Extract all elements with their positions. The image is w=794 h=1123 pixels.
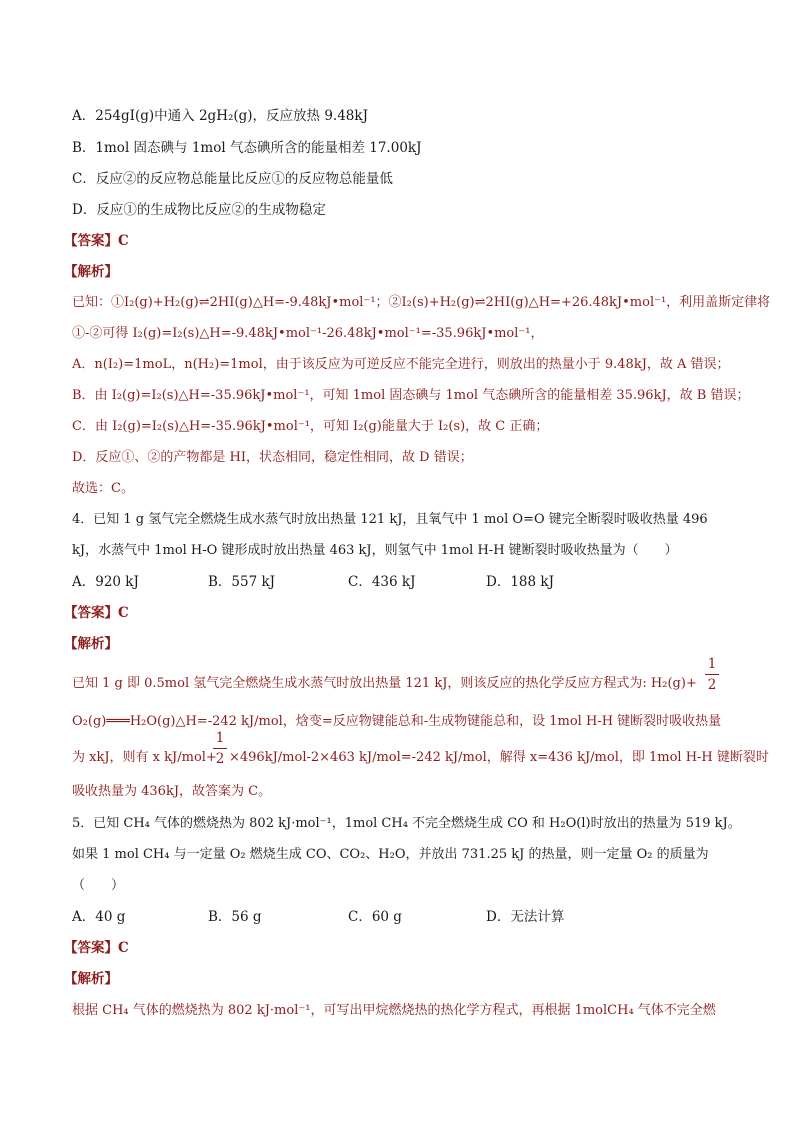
q4-analysis-line-2: O₂(g)═══H₂O(g)△H=-242 kJ/mol，焓变=反应物键能总和-生成物键能总和，设 1mol H-H 键断裂时吸收热量	[72, 714, 722, 729]
q5-stem-line-1: 5．已知 CH₄ 气体的燃烧热为 802 kJ·mol⁻¹，1mol CH₄ 不完全燃烧生成 CO 和 H₂O(l)时放出的热量为 519 kJ。	[72, 816, 741, 831]
q3-analysis-line-2: ①-②可得 I₂(g)=I₂(s)△H=-9.48kJ•mol⁻¹-26.48kJ•mol⁻¹=-35.96kJ•mol⁻¹，	[72, 326, 544, 341]
q5-stem-line-3: （ ）	[72, 878, 125, 893]
fraction-numerator: 1	[707, 656, 717, 672]
q4-option-b: B．557 kJ	[208, 574, 276, 590]
q3-analysis-line-7: 故选：C。	[72, 481, 134, 496]
q4-analysis-label: 【解析】	[64, 636, 118, 652]
q4-analysis-line-3a: 为 xkJ，则有 x kJ/mol+	[72, 750, 217, 765]
q3-answer: 【答案】C	[64, 233, 129, 249]
q3-analysis-label: 【解析】	[64, 264, 118, 280]
q5-option-b: B．56 g	[208, 909, 262, 925]
q3-option-a: A．254gI(g)中通入 2gH₂(g)，反应放热 9.48kJ	[72, 108, 368, 124]
q3-analysis-line-1: 已知：①I₂(g)+H₂(g)⇌2HI(g)△H=-9.48kJ•mol⁻¹；②I₂(s)+H₂(g)⇌2HI(g)△H=+26.48kJ•mol⁻¹，利用盖斯定律将	[72, 295, 771, 310]
q4-analysis-line-3b: ×496kJ/mol-2×463 kJ/mol=-242 kJ/mol，解得 x=436 kJ/mol，即 1mol H-H 键断裂时	[229, 750, 769, 765]
q5-option-d: D．无法计算	[486, 909, 565, 925]
q4-answer: 【答案】C	[64, 605, 129, 621]
q3-option-b: B．1mol 固态碘与 1mol 气态碘所含的能量相差 17.00kJ	[72, 140, 422, 156]
q4-analysis-line-1: 已知 1 g 即 0.5mol 氢气完全燃烧生成水蒸气时放出热量 121 kJ，则该反应的热化学反应方程式为: H₂(g)+	[72, 676, 697, 691]
q3-analysis-line-6: D．反应①、②的产物都是 HI，状态相同，稳定性相同，故 D 错误；	[72, 450, 473, 465]
q4-stem-line-1: 4．已知 1 g 氢气完全燃烧生成水蒸气时放出热量 121 kJ，且氧气中 1 mol O=O 键完全断裂时吸收热量 496	[72, 512, 708, 527]
fraction-bar	[705, 674, 719, 675]
q5-option-a: A．40 g	[72, 909, 126, 925]
q5-analysis-label: 【解析】	[64, 971, 118, 987]
fraction-denominator: 2	[215, 751, 225, 767]
fraction-denominator: 2	[707, 677, 717, 693]
q3-analysis-line-4: B．由 I₂(g)=I₂(s)△H=-35.96kJ•mol⁻¹，可知 1mol 固态碘与 1mol 气态碘所含的能量相差 35.96kJ，故 B 错误；	[72, 388, 750, 403]
fraction-bar	[213, 748, 227, 749]
q4-option-c: C．436 kJ	[348, 574, 416, 590]
q5-answer: 【答案】C	[64, 940, 129, 956]
q5-analysis-line-1: 根据 CH₄ 气体的燃烧热为 802 kJ·mol⁻¹，可写出甲烷燃烧热的热化学方程式，再根据 1molCH₄ 气体不完全燃	[72, 1003, 716, 1018]
q5-option-c: C．60 g	[348, 909, 402, 925]
q4-fraction-half-1	[705, 656, 719, 693]
q4-option-a: A．920 kJ	[72, 574, 139, 590]
q5-stem-line-2: 如果 1 mol CH₄ 与一定量 O₂ 燃烧生成 CO、CO₂、H₂O，并放出 731.25 kJ 的热量，则一定量 O₂ 的质量为	[72, 847, 709, 862]
q3-analysis-line-3: A．n(I₂)=1moL，n(H₂)=1mol，由于该反应为可逆反应不能完全进行，则放出的热量小于 9.48kJ，故 A 错误；	[72, 357, 730, 372]
q3-analysis-line-5: C．由 I₂(g)=I₂(s)△H=-35.96kJ•mol⁻¹，可知 I₂(g)能量大于 I₂(s)，故 C 正确；	[72, 419, 549, 434]
q4-analysis-line-4: 吸收热量为 436kJ，故答案为 C。	[72, 784, 272, 799]
q4-fraction-half-2	[213, 730, 227, 767]
q3-option-c: C．反应②的反应物总能量比反应①的反应物总能量低	[72, 171, 393, 187]
fraction-numerator: 1	[215, 730, 225, 746]
q4-option-d: D．188 kJ	[486, 574, 554, 590]
q4-stem-line-2: kJ，水蒸气中 1mol H-O 键形成时放出热量 463 kJ，则氢气中 1mol H-H 键断裂时吸收热量为（ ）	[72, 543, 678, 558]
q3-option-d: D．反应①的生成物比反应②的生成物稳定	[72, 202, 326, 218]
